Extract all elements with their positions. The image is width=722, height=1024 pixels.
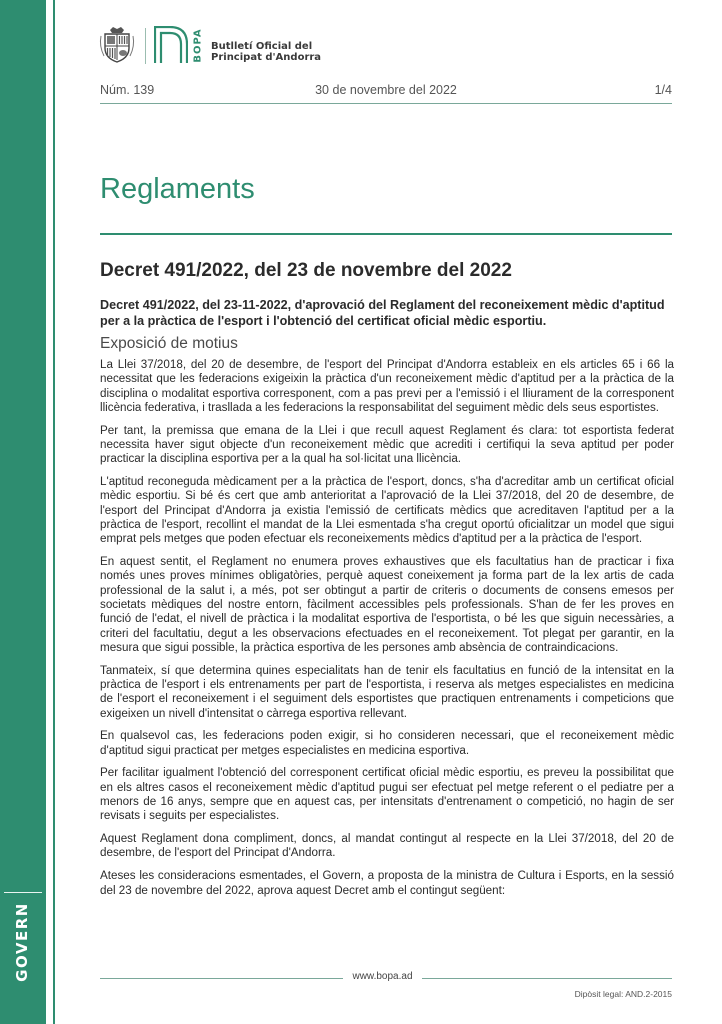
sidebar-govern-text: GOVERN <box>13 902 31 982</box>
issue-meta-row <box>100 83 672 99</box>
page-header <box>98 24 678 68</box>
sidebar-separator <box>4 892 42 893</box>
sidebar-edge-line <box>53 0 55 1024</box>
sidebar-gap <box>46 0 53 1024</box>
bopa-mark-text: BOPA <box>192 27 204 63</box>
body-paragraph: Per facilitar igualment l'obtenció del corresponent certificat oficial mèdic esportiu, es preveu la possibilitat que en els altres casos el reconeixement mèdic d'aptitud pugui ser efectuat pel metge referent o el pediatre per a menors de 16 anys, sempre que en aquest cas, per intensitats d'entrenament o competició, no hagin de ser revisats i seguits per especialistes. <box>100 766 674 823</box>
issue-date: 30 de novembre del 2022 <box>315 83 457 97</box>
body-paragraph: Ateses les consideracions esmentades, el Govern, a proposta de la ministra de Cultura i Esports, en la sessió del 23 de novembre del 2022, aprova aquest Decret amb el contingut següent: <box>100 869 674 897</box>
sidebar-band <box>0 0 46 1024</box>
sidebar-govern-label <box>2 902 42 982</box>
body-paragraph: En aquest sentit, el Reglament no enumera proves exhaustives que els facultatius han de practicar i fixa només unes proves mínimes obligatòries, perquè aquest coneixement ja forma part de la lex artis de cada professional de la salut i, a més, pot ser obtingut a partir de criteris o documents de consens emesos per societats mèdiques del nostre entorn, fàcilment accessibles pels professionals. S'han de fer les proves en funció de l'edat, el nivell de pràctica i la modalitat esportiva de l'esportista, o bé les que siguin necessàries, a criteri del facultatiu, degut a les observacions efectuades en el reconeixement. Tot plegat per garantir, en la mesura que sigui possible, la pràctica esportiva de les persones amb absència de contraindicacions. <box>100 555 674 654</box>
meta-divider <box>100 103 672 104</box>
header-divider <box>145 28 146 64</box>
bopa-vertical-label <box>190 26 206 64</box>
body-paragraph: Tanmateix, sí que determina quines especialitats han de tenir els facultatius en funció de la intensitat en la pràctica de l'esport i els entrenaments per part de l'esportista, i reserva als metges especialistes en medicina de l'esport el reconeixement i el seguiment dels esportistes que practiquen entrenaments i competicions que exigeixen un nivell d'intensitat o càrrega esportiva rellevant. <box>100 663 674 720</box>
body-paragraph: La Llei 37/2018, del 20 de desembre, de l'esport del Principat d'Andorra estableix en els articles 65 i 66 la necessitat que les federacions exigeixin la pràctica d'un reconeixement mèdic d'aptitud per a la pràctica de la disciplina o modalitat esportiva corresponent, com a pas previ per a l'emissió i el lliurament de la corresponent llicència federativa, i trasllada a les federacions la responsabilitat del seguiment mèdic dels seus esportistes. <box>100 358 674 414</box>
publication-name <box>211 41 321 63</box>
document-body <box>100 358 674 906</box>
section-title: Reglaments <box>100 173 255 205</box>
document-subtitle: Decret 491/2022, del 23-11-2022, d'aprovació del Reglament del reconeixement mèdic d'aptitud per a la pràctica de l'esport i l'obtenció del certificat oficial mèdic esportiu. <box>100 298 665 328</box>
footer-url-link[interactable]: www.bopa.ad <box>352 971 413 982</box>
body-paragraph: L'aptitud reconeguda mèdicament per a la pràctica de l'esport, doncs, s'ha d'acreditar amb un certificat oficial mèdic esportiu. Si bé és cert que amb anterioritat a l'aprovació de la Llei 37/2018, del 20 de desembre, de l'esport del Principat d'Andorra ja existia l'emissió de certificats mèdics que acreditaven l'aptitud per a la pràctica de l'esport, recollint el mandat de la Llei esmentada s'ha cregut oportú oficialitzar un model que sigui emprat pels metges que poden efectuar els reconeixements mèdics d'aptitud per a la pràctica de l'esport. <box>100 475 674 546</box>
bopa-logo-icon <box>154 26 188 64</box>
motives-heading: Exposició de motius <box>100 335 238 352</box>
footer-divider-left <box>100 978 343 979</box>
legal-deposit: Dipòsit legal: AND.2-2015 <box>574 989 672 999</box>
issue-number: Núm. 139 <box>100 83 155 97</box>
body-paragraph: En qualsevol cas, les federacions poden exigir, si ho consideren necessari, que el reconeixement mèdic d'aptitud sigui practicat per metges especialistes en medicina esportiva. <box>100 729 674 757</box>
publication-name-line1: Butlletí Oficial del <box>211 41 313 52</box>
body-paragraph: Aquest Reglament dona compliment, doncs, al mandat contingut al respecte en la Llei 37/2018, del 20 de desembre, de l'esport del Principat d'Andorra. <box>100 832 674 860</box>
document-title: Decret 491/2022, del 23 de novembre del 2022 <box>100 260 512 281</box>
footer-divider-right <box>422 978 672 979</box>
page-number: 1/4 <box>654 83 672 97</box>
publication-name-line2: Principat d'Andorra <box>211 52 322 63</box>
section-divider <box>100 233 672 235</box>
andorra-coat-of-arms-icon <box>98 26 136 64</box>
body-paragraph: Per tant, la premissa que emana de la Llei i que recull aquest Reglament és clara: tot esportista federat necessita haver sigut objecte d'un reconeixement mèdic que acrediti i certifiqui la seva aptitud per poder practicar la disciplina esportiva per a la qual ha sol·licitat una llicència. <box>100 423 674 466</box>
